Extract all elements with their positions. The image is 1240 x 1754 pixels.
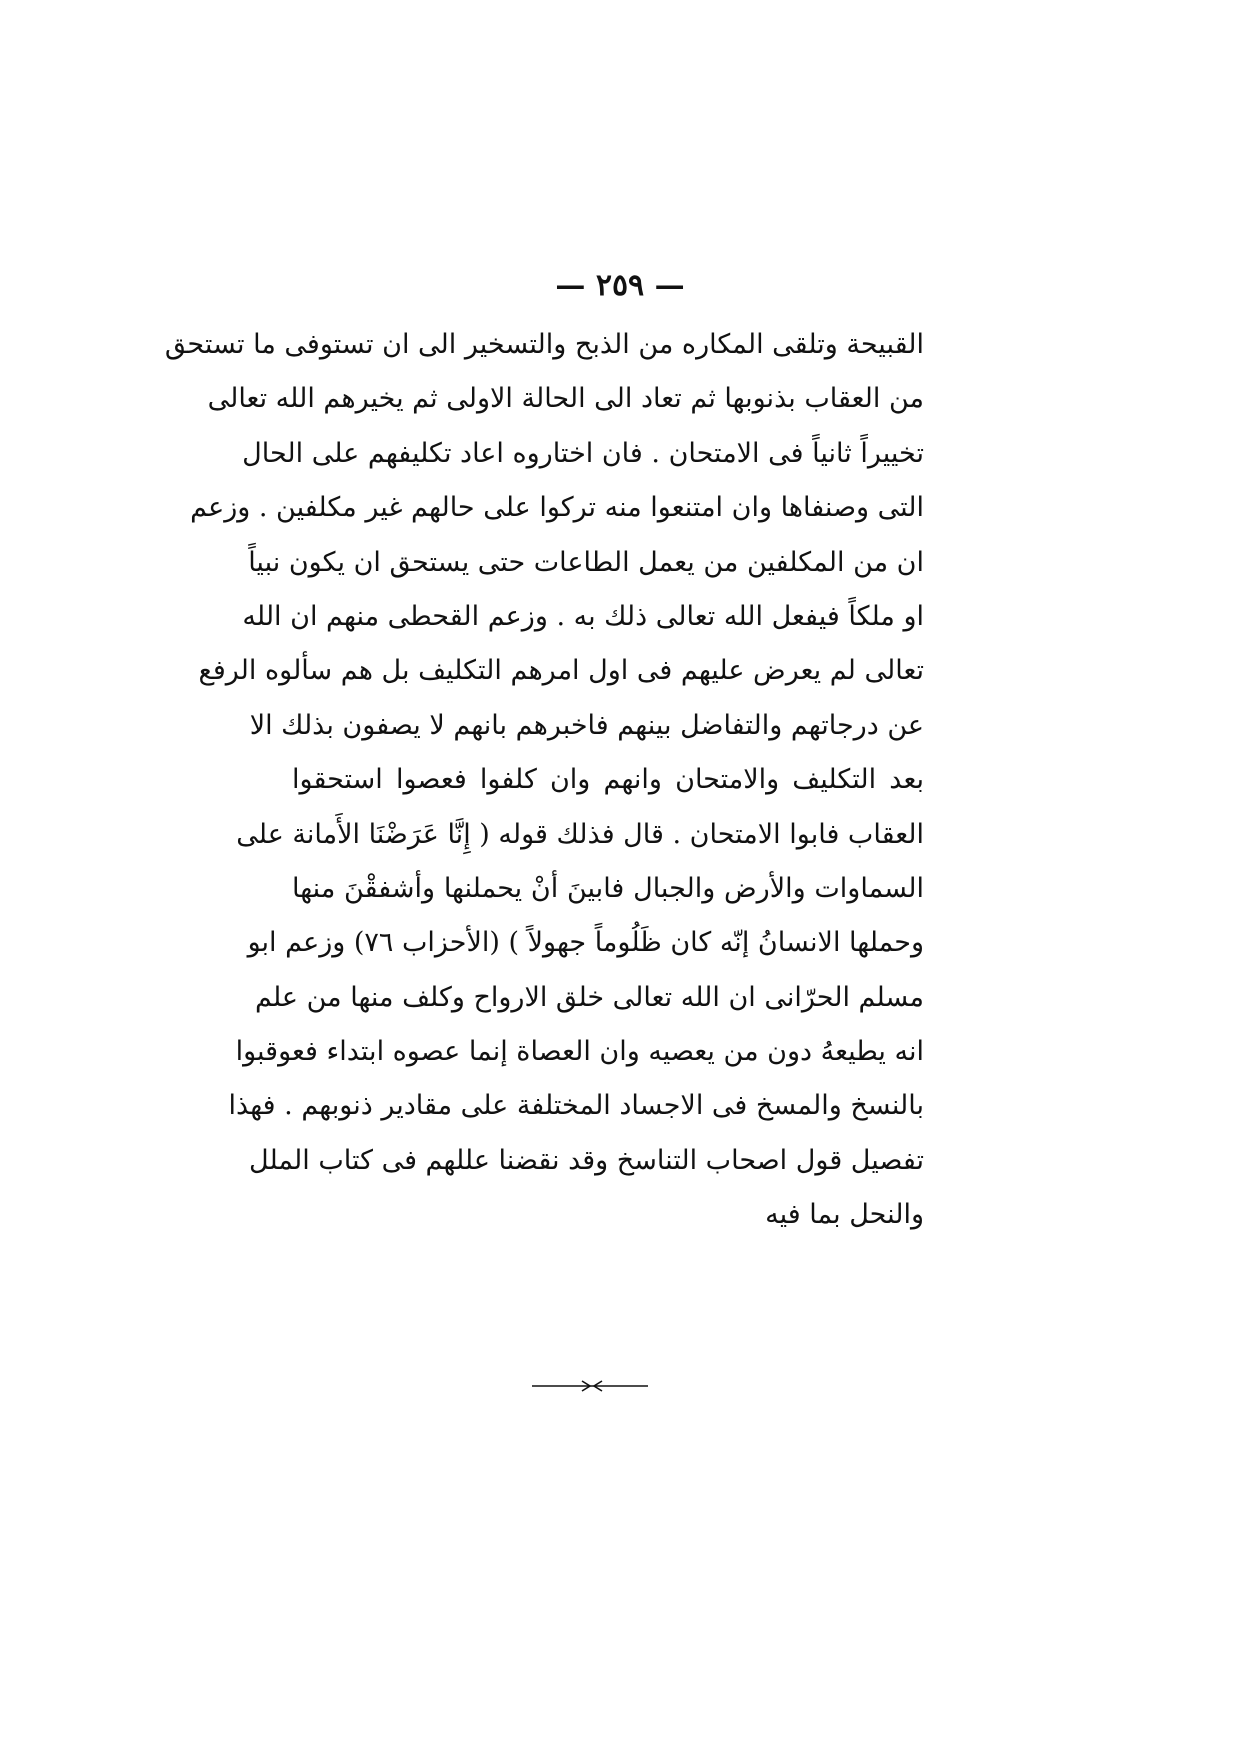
- text-line: بعد التكليف والامتحان وانهم وان كلفوا فعصوا استحقوا: [292, 764, 924, 796]
- text-line: التى وصنفاها وان امتنعوا منه تركوا على حالهم غير مكلفين . وزعم: [190, 492, 924, 524]
- divider-arrows-icon: [530, 1378, 650, 1394]
- text-line: بالنسخ والمسخ فى الاجساد المختلفة على مقادير ذنوبهم . فهذا: [228, 1090, 924, 1122]
- text-line: انه يطيعهُ دون من يعصيه وان العصاة إنما عصوه ابتداء فعوقبوا: [235, 1036, 924, 1068]
- text-line: من العقاب بذنوبها ثم تعاد الى الحالة الاولى ثم يخيرهم الله تعالى: [207, 383, 924, 415]
- body-text: [164, 318, 924, 1243]
- text-line: ان من المكلفين من يعمل الطاعات حتى يستحق ان يكون نبياً: [248, 546, 924, 578]
- text-line: عن درجاتهم والتفاضل بينهم فاخبرهم بانهم لا يصفون بذلك الا: [249, 709, 924, 741]
- text-line: تفصيل قول اصحاب التناسخ وقد نقضنا عللهم فى كتاب الملل: [249, 1144, 924, 1176]
- text-line: وحملها الانسانُ إنّه كان ظَلُوماً جهولاً ) (الأحزاب ٧٦) وزعم ابو: [247, 927, 924, 959]
- text-line: او ملكاً فيفعل الله تعالى ذلك به . وزعم القحطى منهم ان الله: [242, 600, 924, 632]
- text-line: تخييراً ثانياً فى الامتحان . فان اختاروه اعاد تكليفهم على الحال: [242, 437, 924, 469]
- text-line: السماوات والأرض والجبال فابينَ أنْ يحملنها وأشفقْنَ منها: [292, 872, 924, 904]
- text-line-last: والنحل بما فيه: [765, 1199, 924, 1231]
- page-number: — ٢٥٩ —: [555, 268, 685, 303]
- text-line: القبيحة وتلقى المكاره من الذبح والتسخير الى ان تستوفى ما تستحق: [164, 329, 924, 360]
- text-line: تعالى لم يعرض عليهم فى اول امرهم التكليف بل هم سألوه الرفع: [198, 655, 924, 687]
- text-line: العقاب فابوا الامتحان . قال فذلك قوله ( إِنَّا عَرَضْنَا الأَمانة على: [236, 818, 924, 850]
- text-line: مسلم الحرّانى ان الله تعالى خلق الارواح وكلف منها من علم: [255, 981, 924, 1013]
